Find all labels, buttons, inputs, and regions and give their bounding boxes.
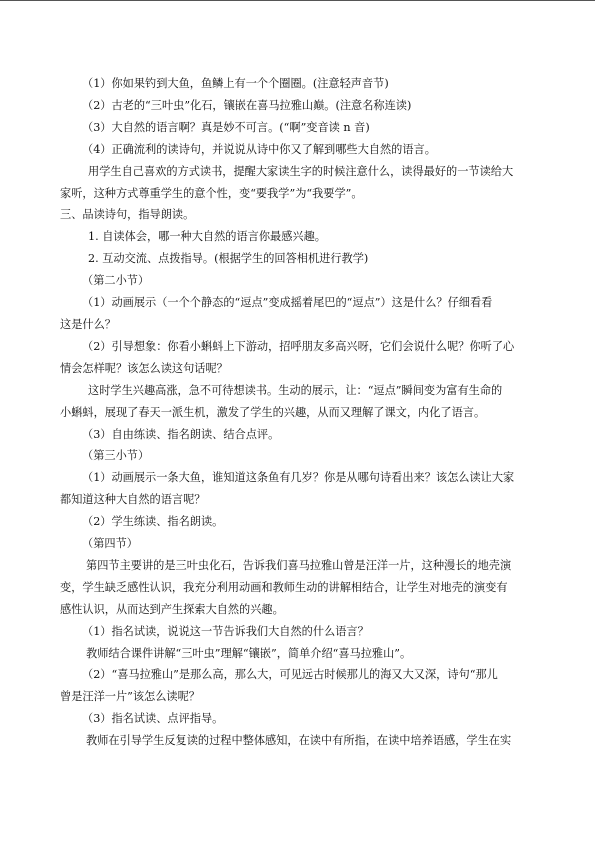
paragraph-line: 小蝌蚪，展现了春天一派生机，激发了学生的兴趣，从而又理解了课文，内化了语言。 <box>60 405 486 419</box>
paragraph-line: 情会怎样呢？该怎么读这句话呢？ <box>60 361 228 375</box>
paragraph-line: （1）动画展示（一个个静态的“逗点”变成摇着尾巴的“逗点”）这是什么？仔细看看 <box>82 296 493 310</box>
paragraph-line: 这是什么？ <box>60 317 116 331</box>
paragraph-line: （2）古老的“三叶虫”化石，镶嵌在喜马拉雅山巅。(注意名称连读) <box>82 98 412 112</box>
paragraph-line: 这时学生兴趣高涨，急不可待想读书。生动的展示，让：“逗点”瞬间变为富有生命的 <box>88 383 503 397</box>
subsection-label: （第四节） <box>82 537 138 551</box>
paragraph-line: （4）正确流利的读诗句，并说说从诗中你又了解到哪些大自然的语言。 <box>82 142 436 156</box>
paragraph-line: 都知道这种大自然的语言呢？ <box>60 493 206 507</box>
subsection-label: （第二小节） <box>82 274 150 288</box>
paragraph-line: 1. 自读体会，哪一种大自然的语言你最感兴趣。 <box>88 230 326 244</box>
paragraph-line: （1）动画展示一条大鱼，谁知道这条鱼有几岁？你是从哪句诗看出来？该怎么读让大家 <box>82 471 515 485</box>
paragraph-line: （1）指名试读，说说这一节告诉我们大自然的什么语言？ <box>82 624 369 638</box>
paragraph-line: 曾是汪洋一片”该怎么读呢？ <box>60 690 200 704</box>
paragraph-line: 教师在引导学生反复读的过程中整体感知，在读中有所指，在读中培养语感，学生在实 <box>86 734 512 748</box>
paragraph-line: 用学生自己喜欢的方式读书，提醒大家读生字的时候注意什么，读得最好的一节读给大 <box>88 164 514 178</box>
paragraph-line: 变，学生缺乏感性认识，我充分利用动画和教师生动的讲解相结合，让学生对地壳的演变有 <box>60 580 508 594</box>
section-heading: 三、品读诗句，指导朗读。 <box>60 208 195 222</box>
subsection-label: （第三小节） <box>82 449 150 463</box>
paragraph-line: 教师结合课件讲解“三叶虫”理解“镶嵌”，简单介绍“喜马拉雅山”。 <box>86 646 412 660</box>
paragraph-line: 家听，这种方式尊重学生的意个性，变“要我学”为“我要学”。 <box>60 186 363 200</box>
paragraph-line: 感性认识，从而达到产生探索大自然的兴趣。 <box>60 602 284 616</box>
paragraph-line: （2）学生练读、指名朗读。 <box>82 515 224 529</box>
paragraph-line: （3）自由练读、指名朗读、结合点评。 <box>82 427 280 441</box>
paragraph-line: 2. 互动交流、点拨指导。(根据学生的回答相机进行教学) <box>88 252 369 266</box>
paragraph-line: （2）“喜马拉雅山”是那么高，那么大，可见远古时候那儿的海又大又深，诗句“那儿 <box>82 668 498 682</box>
paragraph-line: （2）引导想象：你看小蝌蚪上下游动，招呼朋友多高兴呀，它们会说什么呢？你听了心 <box>82 339 515 353</box>
paragraph-line: 第四节主要讲的是三叶虫化石，告诉我们喜马拉雅山曾是汪洋一片，这种漫长的地壳演 <box>86 558 512 572</box>
paragraph-line: （3）指名试读、点评指导。 <box>82 712 224 726</box>
paragraph-line: （3）大自然的语言啊？真是妙不可言。(“啊”变音读 n 音) <box>82 120 370 134</box>
document-body <box>60 73 555 752</box>
paragraph-line: （1）你如果钓到大鱼，鱼鳞上有一个个圈圈。(注意轻声音节) <box>82 77 389 90</box>
